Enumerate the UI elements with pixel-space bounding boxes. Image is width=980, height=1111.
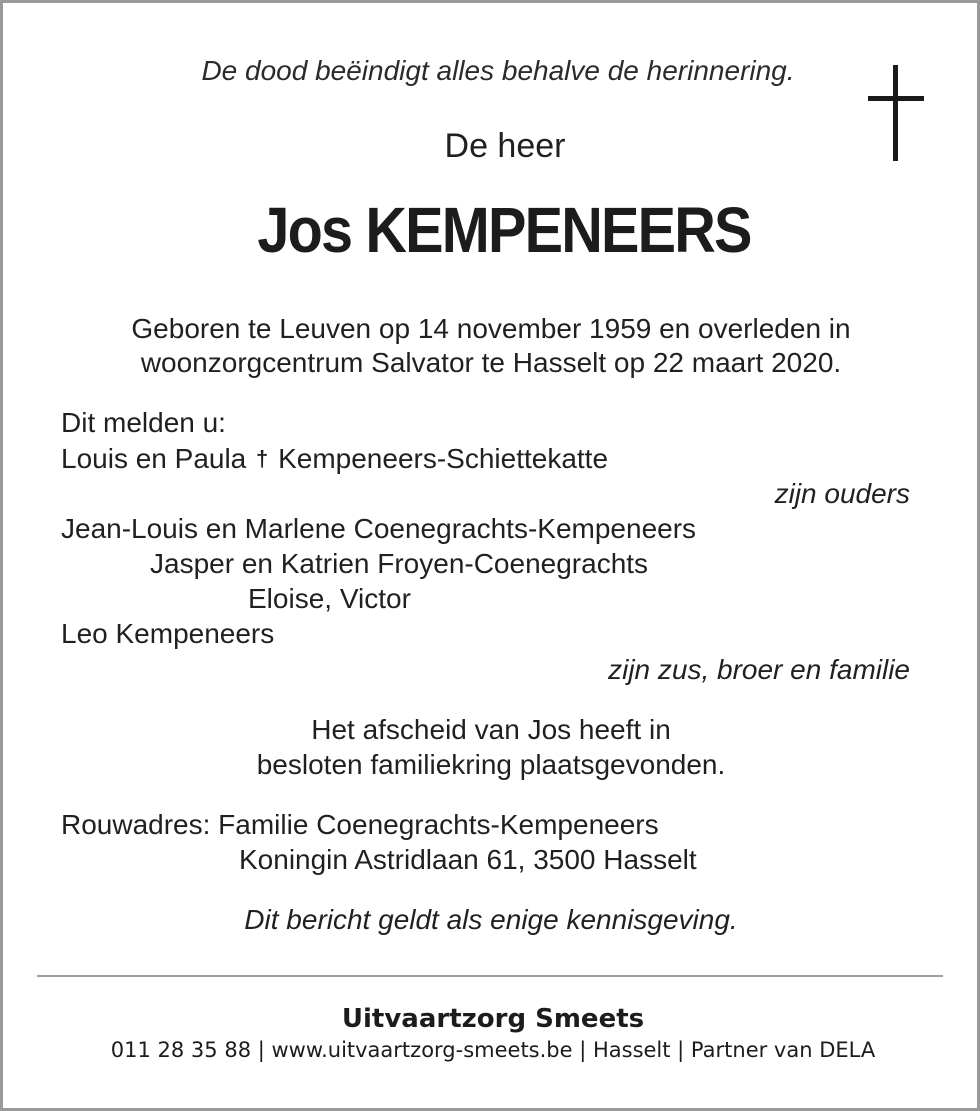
address-line-1: Rouwadres: Familie Coenegrachts-Kempeneers xyxy=(61,809,659,840)
announce-intro: Dit melden u: xyxy=(61,407,226,438)
deceased-cross-icon: † xyxy=(256,446,269,471)
family-line-4: Leo Kempeneers xyxy=(61,618,275,649)
deceased-name: Jos KEMPENEERS xyxy=(257,194,751,266)
family-line-3: Eloise, Victor xyxy=(248,583,411,614)
birth-death-line-1: Geboren te Leuven op 14 november 1959 en overleden in xyxy=(131,313,851,344)
family-line-2: Jasper en Katrien Froyen-Coenegrachts xyxy=(150,548,649,579)
funeral-home-name: Uitvaartzorg Smeets xyxy=(341,1004,645,1034)
honorific: De heer xyxy=(444,127,566,165)
parents-names: Louis en Paula xyxy=(61,443,247,474)
motto: De dood beëindigt alles behalve de herinnering. xyxy=(201,55,795,86)
address-line-2: Koningin Astridlaan 61, 3500 Hasselt xyxy=(239,844,697,875)
farewell-line-1: Het afscheid van Jos heeft in xyxy=(311,714,671,745)
parents-surname: Kempeneers-Schiettekatte xyxy=(278,443,609,474)
family-line-1: Jean-Louis en Marlene Coenegrachts-Kempeneers xyxy=(61,513,697,544)
closing-line: Dit bericht geldt als enige kennisgeving. xyxy=(244,904,738,935)
divider xyxy=(37,975,943,977)
farewell-line-2: besloten familiekring plaatsgevonden. xyxy=(256,749,726,780)
parents-line xyxy=(61,443,608,475)
family-role: zijn zus, broer en familie xyxy=(608,654,910,685)
funeral-home-contact: 011 28 35 88 | www.uitvaartzorg-smeets.be | Hasselt | Partner van DELA xyxy=(110,1038,876,1062)
parents-role: zijn ouders xyxy=(774,478,910,509)
birth-death-line-2: woonzorgcentrum Salvator te Hasselt op 22 maart 2020. xyxy=(140,347,842,378)
